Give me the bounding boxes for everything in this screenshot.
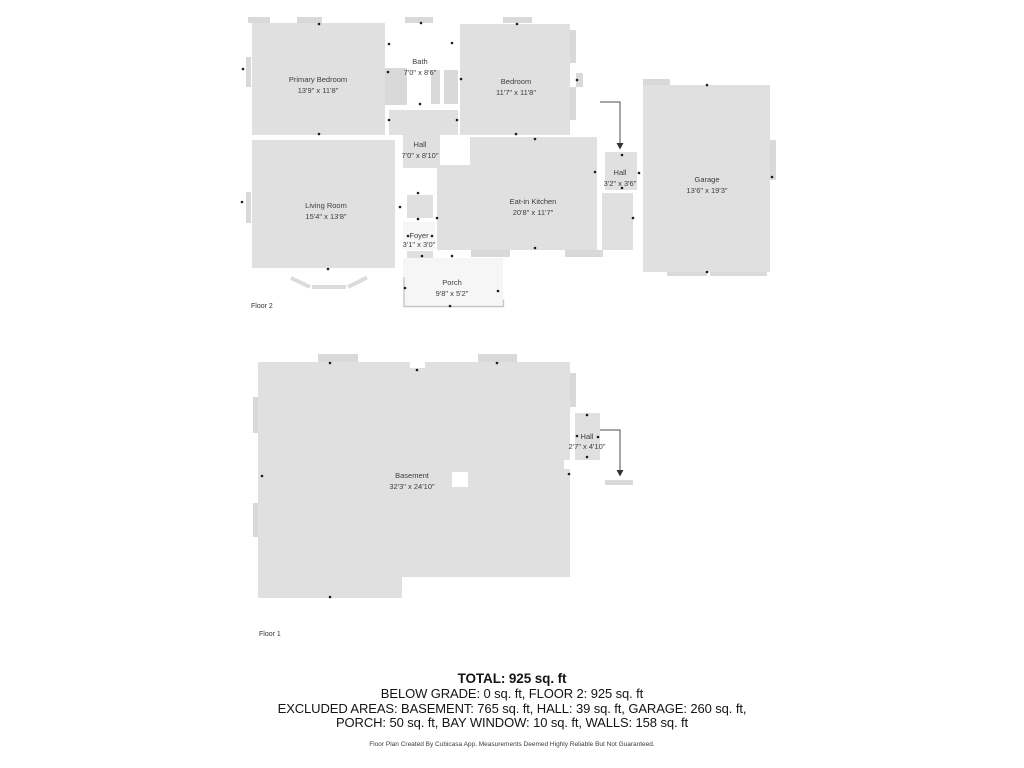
summary-total: TOTAL: 925 sq. ft (457, 671, 567, 686)
hall-mid-segment (407, 195, 433, 218)
room-dims: 11'7" x 11'8" (495, 88, 537, 97)
window-icon (478, 354, 517, 362)
area-summary (0, 672, 1024, 753)
kitchen-annex (602, 193, 633, 250)
room-dims: 15'4" x 13'8" (305, 212, 347, 221)
summary-below-grade: BELOW GRADE: 0 sq. ft, FLOOR 2: 925 sq. ft (380, 685, 644, 701)
room-name: Basement (395, 471, 429, 480)
room-name: Porch (442, 278, 462, 287)
sink-icon (444, 70, 458, 104)
window-icon (405, 17, 433, 23)
room-name: Bedroom (500, 77, 532, 86)
room-name: Hall (613, 168, 627, 177)
room-name: Primary Bedroom (288, 75, 348, 84)
room-name: Hall (413, 140, 427, 149)
summary-excluded-areas: EXCLUDED AREAS: BASEMENT: 765 sq. ft, HALL: 39 sq. ft, GARAGE: 260 sq. ft, (277, 700, 747, 716)
window-icon (565, 250, 603, 257)
stair-landing (605, 480, 633, 485)
window-icon (471, 250, 510, 257)
window-icon (770, 140, 776, 180)
room-name: Living Room (305, 201, 347, 210)
window-icon (643, 79, 670, 85)
room-dims: 20'8" x 11'7" (512, 208, 554, 217)
room-eat-in-kitchen (437, 137, 597, 250)
window-icon (297, 17, 322, 23)
window-icon (570, 87, 576, 120)
room-dims: 13'6" x 19'3" (686, 186, 728, 195)
basement-door-gap (564, 460, 571, 469)
window-icon (248, 17, 270, 23)
room-name: Bath (412, 57, 428, 66)
window-icon (570, 373, 576, 407)
stairs-arrow-down-icon (600, 430, 624, 477)
room-dims: 3'1" x 3'0" (402, 240, 436, 249)
room-name: Garage (694, 175, 720, 184)
hall-upper-strip (389, 110, 458, 135)
window-icon (246, 57, 251, 87)
floor2-label: Floor 2 (251, 303, 273, 310)
room-dims: 3'2" x 3'6" (603, 179, 637, 188)
room-name: Hall (580, 432, 594, 441)
window-icon (503, 17, 532, 23)
window-icon (570, 30, 576, 63)
room-bath (385, 23, 458, 110)
bay-window-icon (291, 278, 367, 288)
room-dims: 2'7" x 4'10" (568, 442, 606, 451)
basement-top-notch (410, 358, 425, 368)
disclaimer: Floor Plan Created By Cubicasa App. Measurements Deemed Highly Reliable But Not Guaranteed. (369, 741, 655, 749)
summary-excluded-areas-cont: PORCH: 50 sq. ft, BAY WINDOW: 10 sq. ft, WALLS: 158 sq. ft (335, 715, 689, 731)
floor2-plan (241, 17, 776, 310)
foyer-step (407, 251, 433, 258)
room-dims: 7'0" x 8'6" (403, 68, 437, 77)
room-name: Foyer (409, 231, 429, 240)
room-dims: 9'8" x 5'2" (435, 289, 469, 298)
basement-column (452, 472, 468, 487)
room-dims: 13'9" x 11'8" (297, 86, 339, 95)
window-icon (318, 354, 358, 362)
floor1-label: Floor 1 (259, 631, 281, 638)
window-icon (246, 192, 251, 223)
room-dims: 7'0" x 8'10" (401, 151, 439, 160)
stairs-arrow-down-icon (600, 102, 624, 150)
floor1-plan (253, 354, 633, 638)
room-dims: 32'3" x 24'10" (389, 482, 435, 491)
room-name: Eat-in Kitchen (509, 197, 557, 206)
room-basement (258, 362, 570, 598)
